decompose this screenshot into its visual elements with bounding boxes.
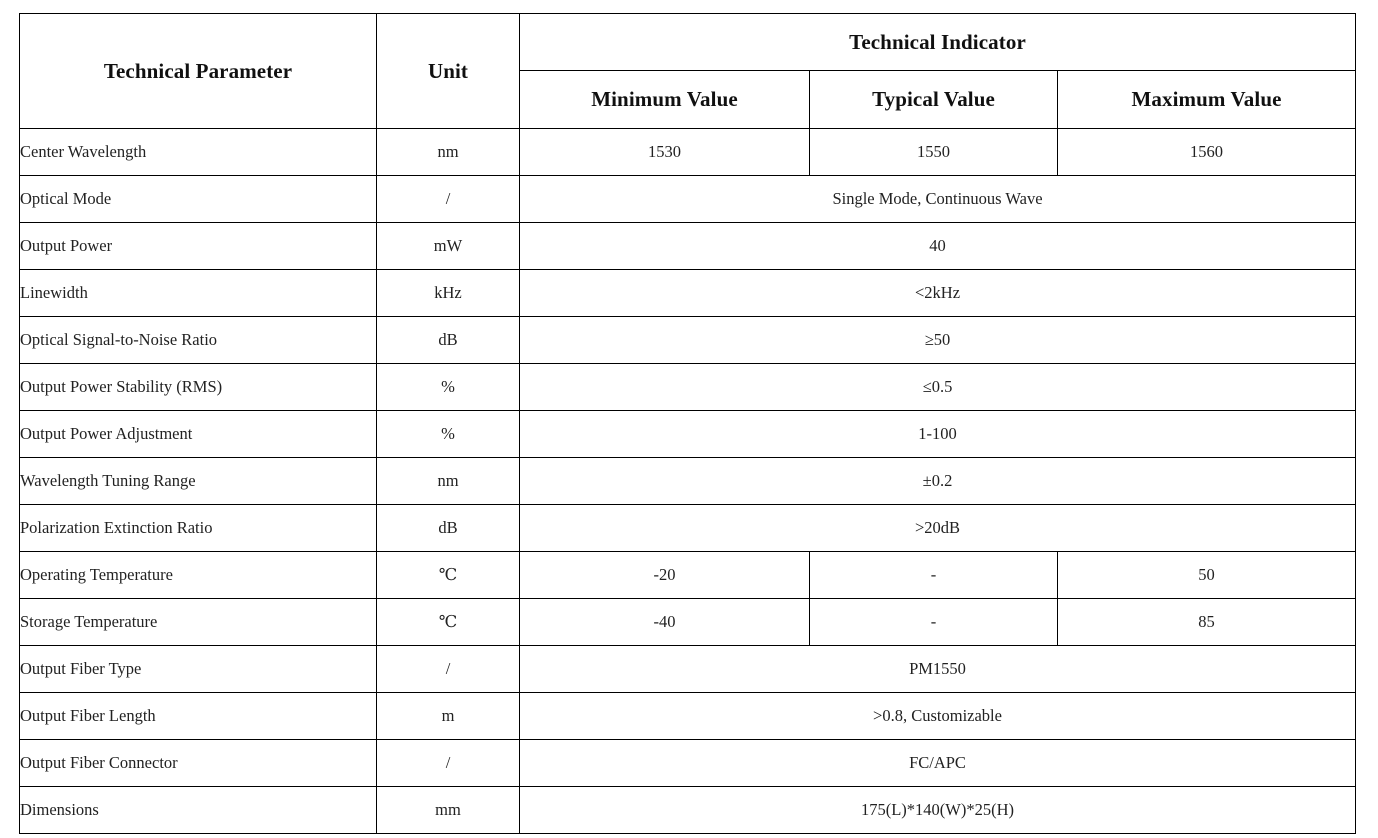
table-row bbox=[20, 411, 1356, 458]
header-row-primary bbox=[20, 14, 1356, 71]
table-row bbox=[20, 552, 1356, 599]
cell-maximum-value: 50 bbox=[1058, 552, 1356, 599]
table-row bbox=[20, 505, 1356, 552]
cell-unit: mW bbox=[377, 223, 520, 270]
cell-unit: / bbox=[377, 176, 520, 223]
cell-unit: % bbox=[377, 411, 520, 458]
cell-unit: % bbox=[377, 364, 520, 411]
cell-parameter-name: Wavelength Tuning Range bbox=[20, 458, 377, 505]
cell-parameter-name: Optical Mode bbox=[20, 176, 377, 223]
cell-indicator-value: 40 bbox=[520, 223, 1356, 270]
cell-parameter-name: Dimensions bbox=[20, 787, 377, 834]
table-row bbox=[20, 176, 1356, 223]
cell-unit: ℃ bbox=[377, 599, 520, 646]
cell-unit: m bbox=[377, 693, 520, 740]
table-row bbox=[20, 740, 1356, 787]
cell-indicator-value: Single Mode, Continuous Wave bbox=[520, 176, 1356, 223]
table-row bbox=[20, 223, 1356, 270]
cell-minimum-value: -40 bbox=[520, 599, 810, 646]
cell-typical-value: - bbox=[810, 552, 1058, 599]
cell-maximum-value: 1560 bbox=[1058, 129, 1356, 176]
cell-unit: nm bbox=[377, 458, 520, 505]
table-row bbox=[20, 599, 1356, 646]
table-header bbox=[20, 14, 1356, 129]
cell-minimum-value: 1530 bbox=[520, 129, 810, 176]
cell-unit: nm bbox=[377, 129, 520, 176]
table-row bbox=[20, 693, 1356, 740]
cell-indicator-value: >0.8, Customizable bbox=[520, 693, 1356, 740]
cell-indicator-value: PM1550 bbox=[520, 646, 1356, 693]
cell-indicator-value: >20dB bbox=[520, 505, 1356, 552]
cell-indicator-value: ≤0.5 bbox=[520, 364, 1356, 411]
cell-parameter-name: Optical Signal-to-Noise Ratio bbox=[20, 317, 377, 364]
table-row bbox=[20, 129, 1356, 176]
cell-unit: / bbox=[377, 740, 520, 787]
cell-unit: dB bbox=[377, 505, 520, 552]
cell-indicator-value: 175(L)*140(W)*25(H) bbox=[520, 787, 1356, 834]
column-header-technical-indicator: Technical Indicator bbox=[520, 14, 1356, 71]
cell-parameter-name: Linewidth bbox=[20, 270, 377, 317]
cell-indicator-value: <2kHz bbox=[520, 270, 1356, 317]
cell-indicator-value: ≥50 bbox=[520, 317, 1356, 364]
cell-indicator-value: ±0.2 bbox=[520, 458, 1356, 505]
column-header-typical-value: Typical Value bbox=[810, 71, 1058, 129]
cell-maximum-value: 85 bbox=[1058, 599, 1356, 646]
cell-parameter-name: Output Power Stability (RMS) bbox=[20, 364, 377, 411]
cell-unit: mm bbox=[377, 787, 520, 834]
table-row bbox=[20, 646, 1356, 693]
table-body bbox=[20, 129, 1356, 834]
technical-specification-table bbox=[19, 13, 1356, 834]
cell-parameter-name: Output Fiber Connector bbox=[20, 740, 377, 787]
column-header-unit: Unit bbox=[377, 14, 520, 129]
table-row bbox=[20, 787, 1356, 834]
table-row bbox=[20, 458, 1356, 505]
cell-unit: kHz bbox=[377, 270, 520, 317]
cell-parameter-name: Operating Temperature bbox=[20, 552, 377, 599]
cell-parameter-name: Center Wavelength bbox=[20, 129, 377, 176]
cell-parameter-name: Output Fiber Length bbox=[20, 693, 377, 740]
cell-typical-value: 1550 bbox=[810, 129, 1058, 176]
column-header-maximum-value: Maximum Value bbox=[1058, 71, 1356, 129]
cell-indicator-value: 1-100 bbox=[520, 411, 1356, 458]
cell-parameter-name: Polarization Extinction Ratio bbox=[20, 505, 377, 552]
cell-indicator-value: FC/APC bbox=[520, 740, 1356, 787]
cell-typical-value: - bbox=[810, 599, 1058, 646]
cell-minimum-value: -20 bbox=[520, 552, 810, 599]
cell-unit: / bbox=[377, 646, 520, 693]
column-header-minimum-value: Minimum Value bbox=[520, 71, 810, 129]
column-header-technical-parameter: Technical Parameter bbox=[20, 14, 377, 129]
cell-unit: ℃ bbox=[377, 552, 520, 599]
table-row bbox=[20, 317, 1356, 364]
cell-parameter-name: Output Power Adjustment bbox=[20, 411, 377, 458]
cell-parameter-name: Storage Temperature bbox=[20, 599, 377, 646]
cell-parameter-name: Output Power bbox=[20, 223, 377, 270]
table-row bbox=[20, 270, 1356, 317]
cell-unit: dB bbox=[377, 317, 520, 364]
table-row bbox=[20, 364, 1356, 411]
cell-parameter-name: Output Fiber Type bbox=[20, 646, 377, 693]
